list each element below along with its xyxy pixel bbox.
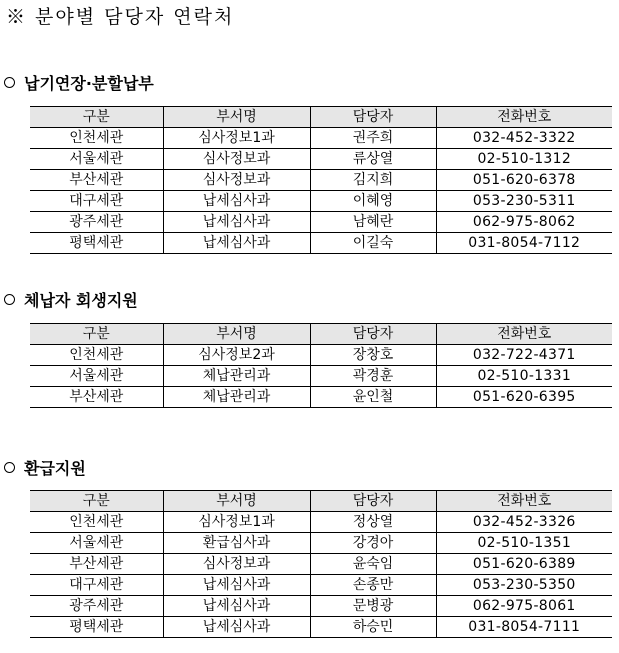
circle-bullet-icon [4, 294, 15, 305]
cell-phone: 02-510-1331 [436, 366, 612, 387]
cell-phone: 02-510-1351 [436, 533, 612, 554]
cell-contact-person: 류상열 [310, 149, 436, 170]
table-row [30, 170, 612, 191]
cell-contact-person: 정상열 [310, 512, 436, 533]
section-title-extension [4, 71, 154, 94]
table-row [30, 512, 612, 533]
cell-division: 인천세관 [30, 512, 163, 533]
table-row [30, 575, 612, 596]
section-title-label: 납기연장·분할납부 [24, 74, 154, 93]
table-row [30, 128, 612, 149]
table-row [30, 554, 612, 575]
circle-bullet-icon [4, 77, 15, 88]
cell-department: 심사정보1과 [163, 512, 310, 533]
cell-phone: 031-8054-7112 [436, 233, 612, 254]
cell-contact-person: 이혜영 [310, 191, 436, 212]
cell-division: 부산세관 [30, 170, 163, 191]
cell-phone: 062-975-8061 [436, 596, 612, 617]
cell-department: 심사정보과 [163, 149, 310, 170]
section-title-label: 환급지원 [24, 459, 86, 478]
table-header-row [30, 324, 612, 345]
header-department: 부서명 [163, 491, 310, 512]
table-row [30, 617, 612, 638]
header-phone: 전화번호 [436, 491, 612, 512]
contact-table-extension [30, 106, 612, 254]
table-row [30, 233, 612, 254]
table-row [30, 366, 612, 387]
table-row [30, 149, 612, 170]
cell-phone: 032-452-3326 [436, 512, 612, 533]
table-header-row [30, 491, 612, 512]
cell-contact-person: 이길숙 [310, 233, 436, 254]
header-contact-person: 담당자 [310, 324, 436, 345]
cell-department: 납세심사과 [163, 233, 310, 254]
header-phone: 전화번호 [436, 107, 612, 128]
cell-division: 평택세관 [30, 233, 163, 254]
cell-department: 체납관리과 [163, 366, 310, 387]
cell-contact-person: 윤숙임 [310, 554, 436, 575]
cell-contact-person: 김지희 [310, 170, 436, 191]
section-title-rehabilitation [4, 288, 138, 311]
cell-division: 인천세관 [30, 345, 163, 366]
cell-department: 납세심사과 [163, 596, 310, 617]
cell-department: 납세심사과 [163, 617, 310, 638]
cell-department: 심사정보과 [163, 170, 310, 191]
cell-department: 체납관리과 [163, 387, 310, 408]
cell-division: 서울세관 [30, 149, 163, 170]
header-division: 구분 [30, 107, 163, 128]
cell-division: 서울세관 [30, 533, 163, 554]
cell-contact-person: 하승민 [310, 617, 436, 638]
header-contact-person: 담당자 [310, 491, 436, 512]
cell-contact-person: 손종만 [310, 575, 436, 596]
cell-phone: 051-620-6378 [436, 170, 612, 191]
cell-department: 납세심사과 [163, 191, 310, 212]
header-division: 구분 [30, 324, 163, 345]
cell-division: 대구세관 [30, 191, 163, 212]
cell-department: 심사정보1과 [163, 128, 310, 149]
table-row [30, 596, 612, 617]
cell-phone: 051-620-6389 [436, 554, 612, 575]
section-title-refund [4, 456, 86, 479]
cell-contact-person: 윤인철 [310, 387, 436, 408]
cell-phone: 053-230-5311 [436, 191, 612, 212]
cell-contact-person: 강경아 [310, 533, 436, 554]
page-title: ※ 분야별 담당자 연락처 [6, 6, 235, 28]
cell-division: 광주세관 [30, 596, 163, 617]
cell-phone: 053-230-5350 [436, 575, 612, 596]
section-title-label: 체납자 회생지원 [24, 291, 138, 310]
header-department: 부서명 [163, 324, 310, 345]
cell-contact-person: 장창호 [310, 345, 436, 366]
cell-contact-person: 곽경훈 [310, 366, 436, 387]
cell-department: 납세심사과 [163, 212, 310, 233]
cell-division: 인천세관 [30, 128, 163, 149]
table-header-row [30, 107, 612, 128]
cell-phone: 031-8054-7111 [436, 617, 612, 638]
table-row [30, 212, 612, 233]
cell-division: 부산세관 [30, 387, 163, 408]
contact-table-rehabilitation [30, 323, 612, 408]
table-row [30, 191, 612, 212]
cell-phone: 032-452-3322 [436, 128, 612, 149]
table-row [30, 387, 612, 408]
cell-division: 부산세관 [30, 554, 163, 575]
header-division: 구분 [30, 491, 163, 512]
header-phone: 전화번호 [436, 324, 612, 345]
cell-contact-person: 문병광 [310, 596, 436, 617]
table-row [30, 345, 612, 366]
cell-department: 심사정보과 [163, 554, 310, 575]
contact-table-refund [30, 490, 612, 638]
cell-contact-person: 권주희 [310, 128, 436, 149]
cell-department: 심사정보2과 [163, 345, 310, 366]
header-department: 부서명 [163, 107, 310, 128]
cell-phone: 032-722-4371 [436, 345, 612, 366]
cell-phone: 051-620-6395 [436, 387, 612, 408]
cell-department: 환급심사과 [163, 533, 310, 554]
cell-contact-person: 남혜란 [310, 212, 436, 233]
cell-division: 대구세관 [30, 575, 163, 596]
header-contact-person: 담당자 [310, 107, 436, 128]
cell-division: 서울세관 [30, 366, 163, 387]
cell-phone: 062-975-8062 [436, 212, 612, 233]
circle-bullet-icon [4, 462, 15, 473]
table-row [30, 533, 612, 554]
cell-division: 광주세관 [30, 212, 163, 233]
cell-phone: 02-510-1312 [436, 149, 612, 170]
cell-division: 평택세관 [30, 617, 163, 638]
cell-department: 납세심사과 [163, 575, 310, 596]
